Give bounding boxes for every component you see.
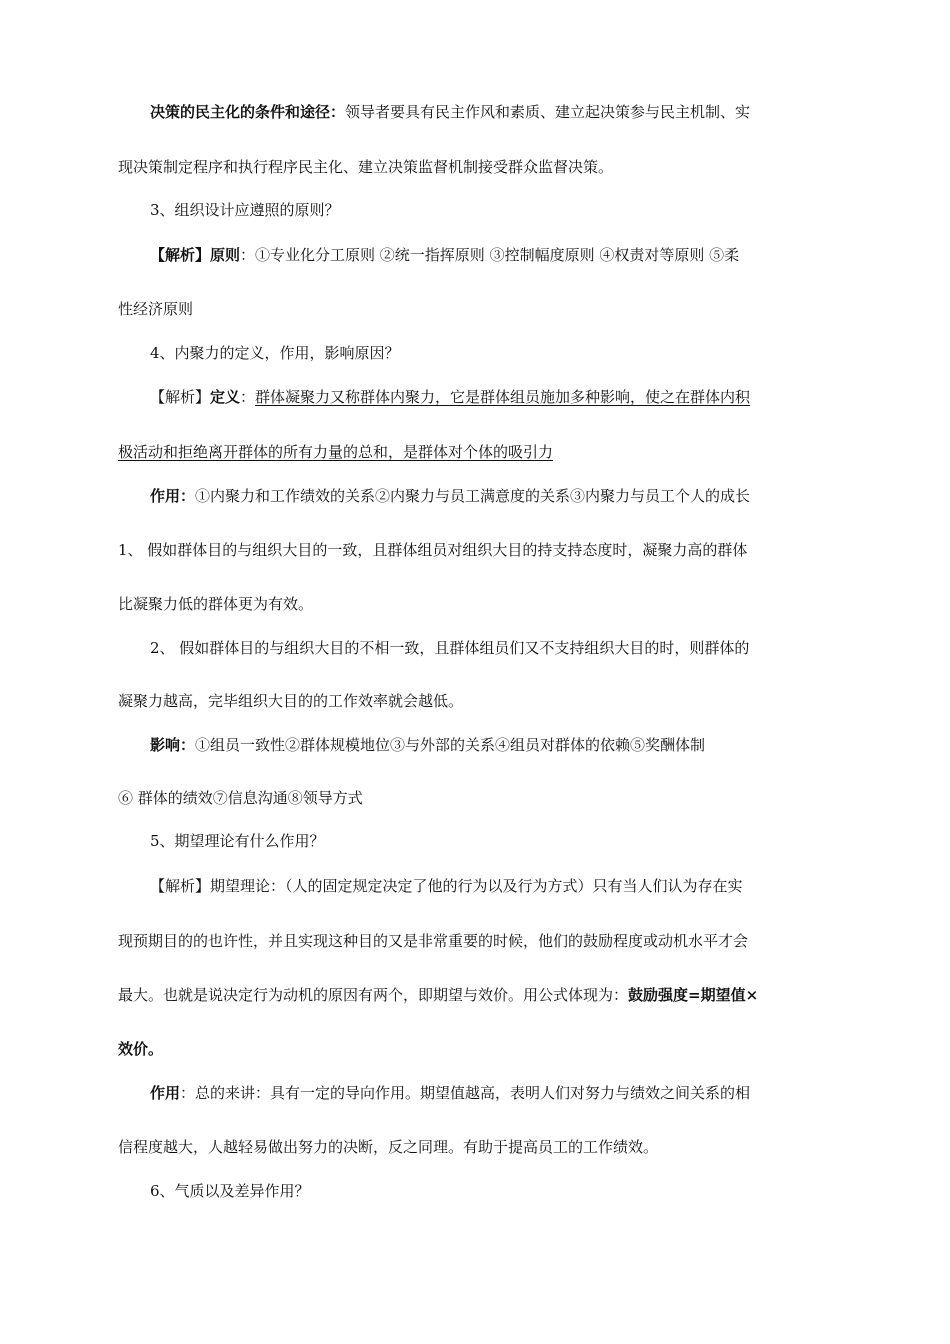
q5-effect-text: 总的来讲：具有一定的导向作用。期望值越高，表明人们对努力与绩效之间关系的相	[195, 1084, 751, 1102]
q4-influence-label: 影响：	[150, 736, 196, 754]
q3-answer-prefix: 【解析】原则	[150, 246, 241, 264]
q4-colon: ：	[240, 388, 256, 406]
q4-point-1: 1、 假如群体目的与组织大目的一致，且群体组员对组织大目的持支持态度时，凝聚力高的群体	[118, 541, 748, 559]
q4-definition-text: 群体凝聚力又称群体内聚力，它是群体组员施加多种影响，使之在群体内积	[255, 388, 751, 406]
q4-definition-label: 定义	[210, 388, 241, 406]
q4-point-2-cont: 凝聚力越高，完毕组织大目的的工作效率就会越低。	[118, 692, 464, 710]
q4-influence	[150, 734, 840, 756]
q5-formula-cont: 效价。	[118, 1040, 164, 1058]
q5-answer-cont-1: 现预期目的的也许性，并且实现这种目的又是非常重要的时候，他们的鼓励程度或动机水平才会	[118, 932, 749, 950]
q3-colon: ：	[240, 246, 256, 264]
q4-influence-text: ①组员一致性②群体规模地位③与外部的关系④组员对群体的依赖⑤奖酬体制	[195, 736, 706, 754]
question-3: 3、组织设计应遵照的原则？	[150, 201, 340, 219]
q4-effect-text: ①内聚力和工作绩效的关系②内聚力与员工满意度的关系③内聚力与员工个人的成长	[195, 487, 751, 505]
decision-democracy-label: 决策的民主化的条件和途径：	[150, 103, 346, 121]
q5-answer: 【解析】期望理论：（人的固定规定决定了他的行为以及行为方式）只有当人们认为存在实	[150, 877, 743, 895]
q4-effect	[150, 485, 840, 507]
q4-effect-label: 作用：	[150, 487, 196, 505]
q4-point-1-cont: 比凝聚力低的群体更为有效。	[118, 595, 314, 613]
q5-effect	[150, 1082, 840, 1104]
q5-effect-cont: 信程度越大，人越轻易做出努力的决断，反之同理。有助于提高员工的工作绩效。	[118, 1138, 659, 1156]
question-6: 6、气质以及差异作用？	[150, 1182, 310, 1200]
q4-point-2: 2、 假如群体目的与组织大目的不相一致，且群体组员们又不支持组织大目的时，则群体的	[150, 639, 750, 657]
decision-democracy-text: 领导者要具有民主作风和素质、建立起决策参与民主机制、实	[345, 103, 751, 121]
q4-influence-cont: ⑥ 群体的绩效⑦信息沟通⑧领导方式	[118, 789, 363, 807]
question-4: 4、内聚力的定义，作用，影响原因？	[150, 344, 400, 362]
q3-answer-cont: 性经济原则	[118, 300, 194, 318]
paragraph-decision-democracy-cont: 现决策制定程序和执行程序民主化、建立决策监督机制接受群众监督决策。	[118, 158, 614, 176]
q4-definition-cont	[118, 441, 838, 463]
q3-answer	[150, 244, 840, 266]
q5-formula: 鼓励强度=期望值×	[628, 986, 759, 1004]
q4-definition-text-cont: 极活动和拒绝离开群体的所有力量的总和，是群体对个体的吸引力	[118, 443, 554, 461]
paragraph-decision-democracy	[150, 101, 840, 123]
q5-effect-label: 作用	[150, 1084, 181, 1102]
question-5: 5、期望理论有什么作用？	[150, 832, 325, 850]
q5-answer-cont-2	[118, 984, 838, 1006]
q4-prefix: 【解析】	[150, 388, 211, 406]
q5-answer-text: 最大。也就是说决定行为动机的原因有两个，即期望与效价。用公式体现为：	[118, 986, 629, 1004]
q5-colon: ：	[180, 1084, 196, 1102]
q4-definition	[150, 386, 840, 408]
q3-answer-text: ①专业化分工原则 ②统一指挥原则 ③控制幅度原则 ④权责对等原则 ⑤柔	[255, 246, 740, 264]
